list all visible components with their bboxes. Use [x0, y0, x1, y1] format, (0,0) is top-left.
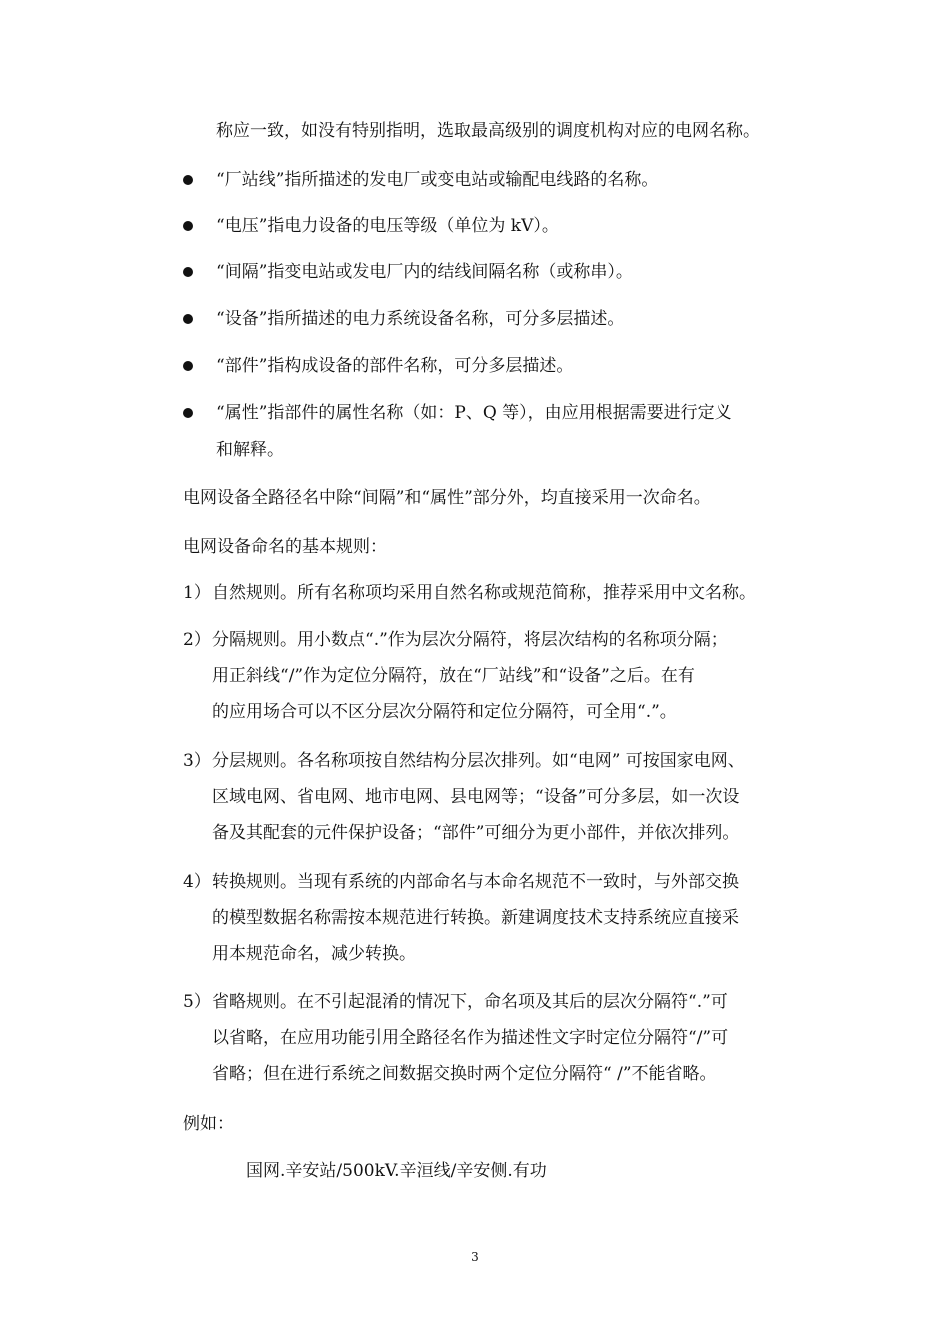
rule-number: 1）	[183, 583, 211, 603]
list-item-text: “间隔”指变电站或发电厂内的结线间隔名称（或称串）。	[216, 262, 633, 282]
rule-text: 的模型数据名称需按本规范进行转换。新建调度技术支持系统应直接采	[212, 908, 739, 928]
rule-text: 的应用场合可以不区分层次分隔符和定位分隔符，可全用“.”。	[212, 702, 677, 722]
bullet-dot-icon	[183, 314, 193, 324]
bullet-dot-icon	[183, 408, 193, 418]
list-item-text: “厂站线”指所描述的发电厂或变电站或输配电线路的名称。	[216, 170, 659, 190]
rule-text: 分层规则。各名称项按自然结构分层次排列。如“电网” 可按国家电网、	[212, 751, 745, 771]
paragraph: 电网设备全路径名中除“间隔”和“属性”部分外，均直接采用一次命名。	[183, 488, 711, 508]
rule-number: 4）	[183, 872, 211, 892]
list-item-text: 和解释。	[216, 440, 284, 460]
rule-text: 用本规范命名，减少转换。	[212, 944, 416, 964]
bullet-dot-icon	[183, 175, 193, 185]
rule-text: 备及其配套的元件保护设备；“部件”可细分为更小部件，并依次排列。	[212, 823, 740, 843]
page-number: 3	[471, 1250, 479, 1264]
rule-text: 省略规则。在不引起混淆的情况下，命名项及其后的层次分隔符“.”可	[212, 992, 728, 1012]
rule-number: 2）	[183, 630, 211, 650]
list-item-text: “电压”指电力设备的电压等级（单位为 kV）。	[216, 216, 559, 236]
bullet-dot-icon	[183, 267, 193, 277]
rule-number: 3）	[183, 751, 211, 771]
list-item-text: “属性”指部件的属性名称（如：P、Q 等），由应用根据需要进行定义	[216, 403, 732, 423]
rule-text: 区域电网、省电网、地市电网、县电网等；“设备”可分多层，如一次设	[212, 787, 740, 807]
rule-text: 自然规则。所有名称项均采用自然名称或规范简称，推荐采用中文名称。	[212, 583, 756, 603]
example-path: 国网.辛安站/500kV.辛洹线/辛安侧.有功	[246, 1161, 547, 1181]
rule-text: 以省略，在应用功能引用全路径名作为描述性文字时定位分隔符“/”可	[212, 1028, 729, 1048]
list-item-text: “设备”指所描述的电力系统设备名称，可分多层描述。	[216, 309, 625, 329]
rule-text: 用正斜线“/”作为定位分隔符，放在“厂站线”和“设备”之后。在有	[212, 666, 695, 686]
rule-number: 5）	[183, 992, 211, 1012]
rule-text: 分隔规则。用小数点“.”作为层次分隔符，将层次结构的名称项分隔；	[212, 630, 728, 650]
paragraph: 电网设备命名的基本规则：	[183, 537, 387, 557]
continuation-line: 称应一致，如没有特别指明，选取最高级别的调度机构对应的电网名称。	[216, 121, 760, 141]
list-item-text: “部件”指构成设备的部件名称，可分多层描述。	[216, 356, 574, 376]
bullet-dot-icon	[183, 221, 193, 231]
example-label: 例如：	[183, 1114, 234, 1134]
rule-text: 省略；但在进行系统之间数据交换时两个定位分隔符“ /”不能省略。	[212, 1064, 717, 1084]
bullet-dot-icon	[183, 361, 193, 371]
rule-text: 转换规则。当现有系统的内部命名与本命名规范不一致时，与外部交换	[212, 872, 739, 892]
